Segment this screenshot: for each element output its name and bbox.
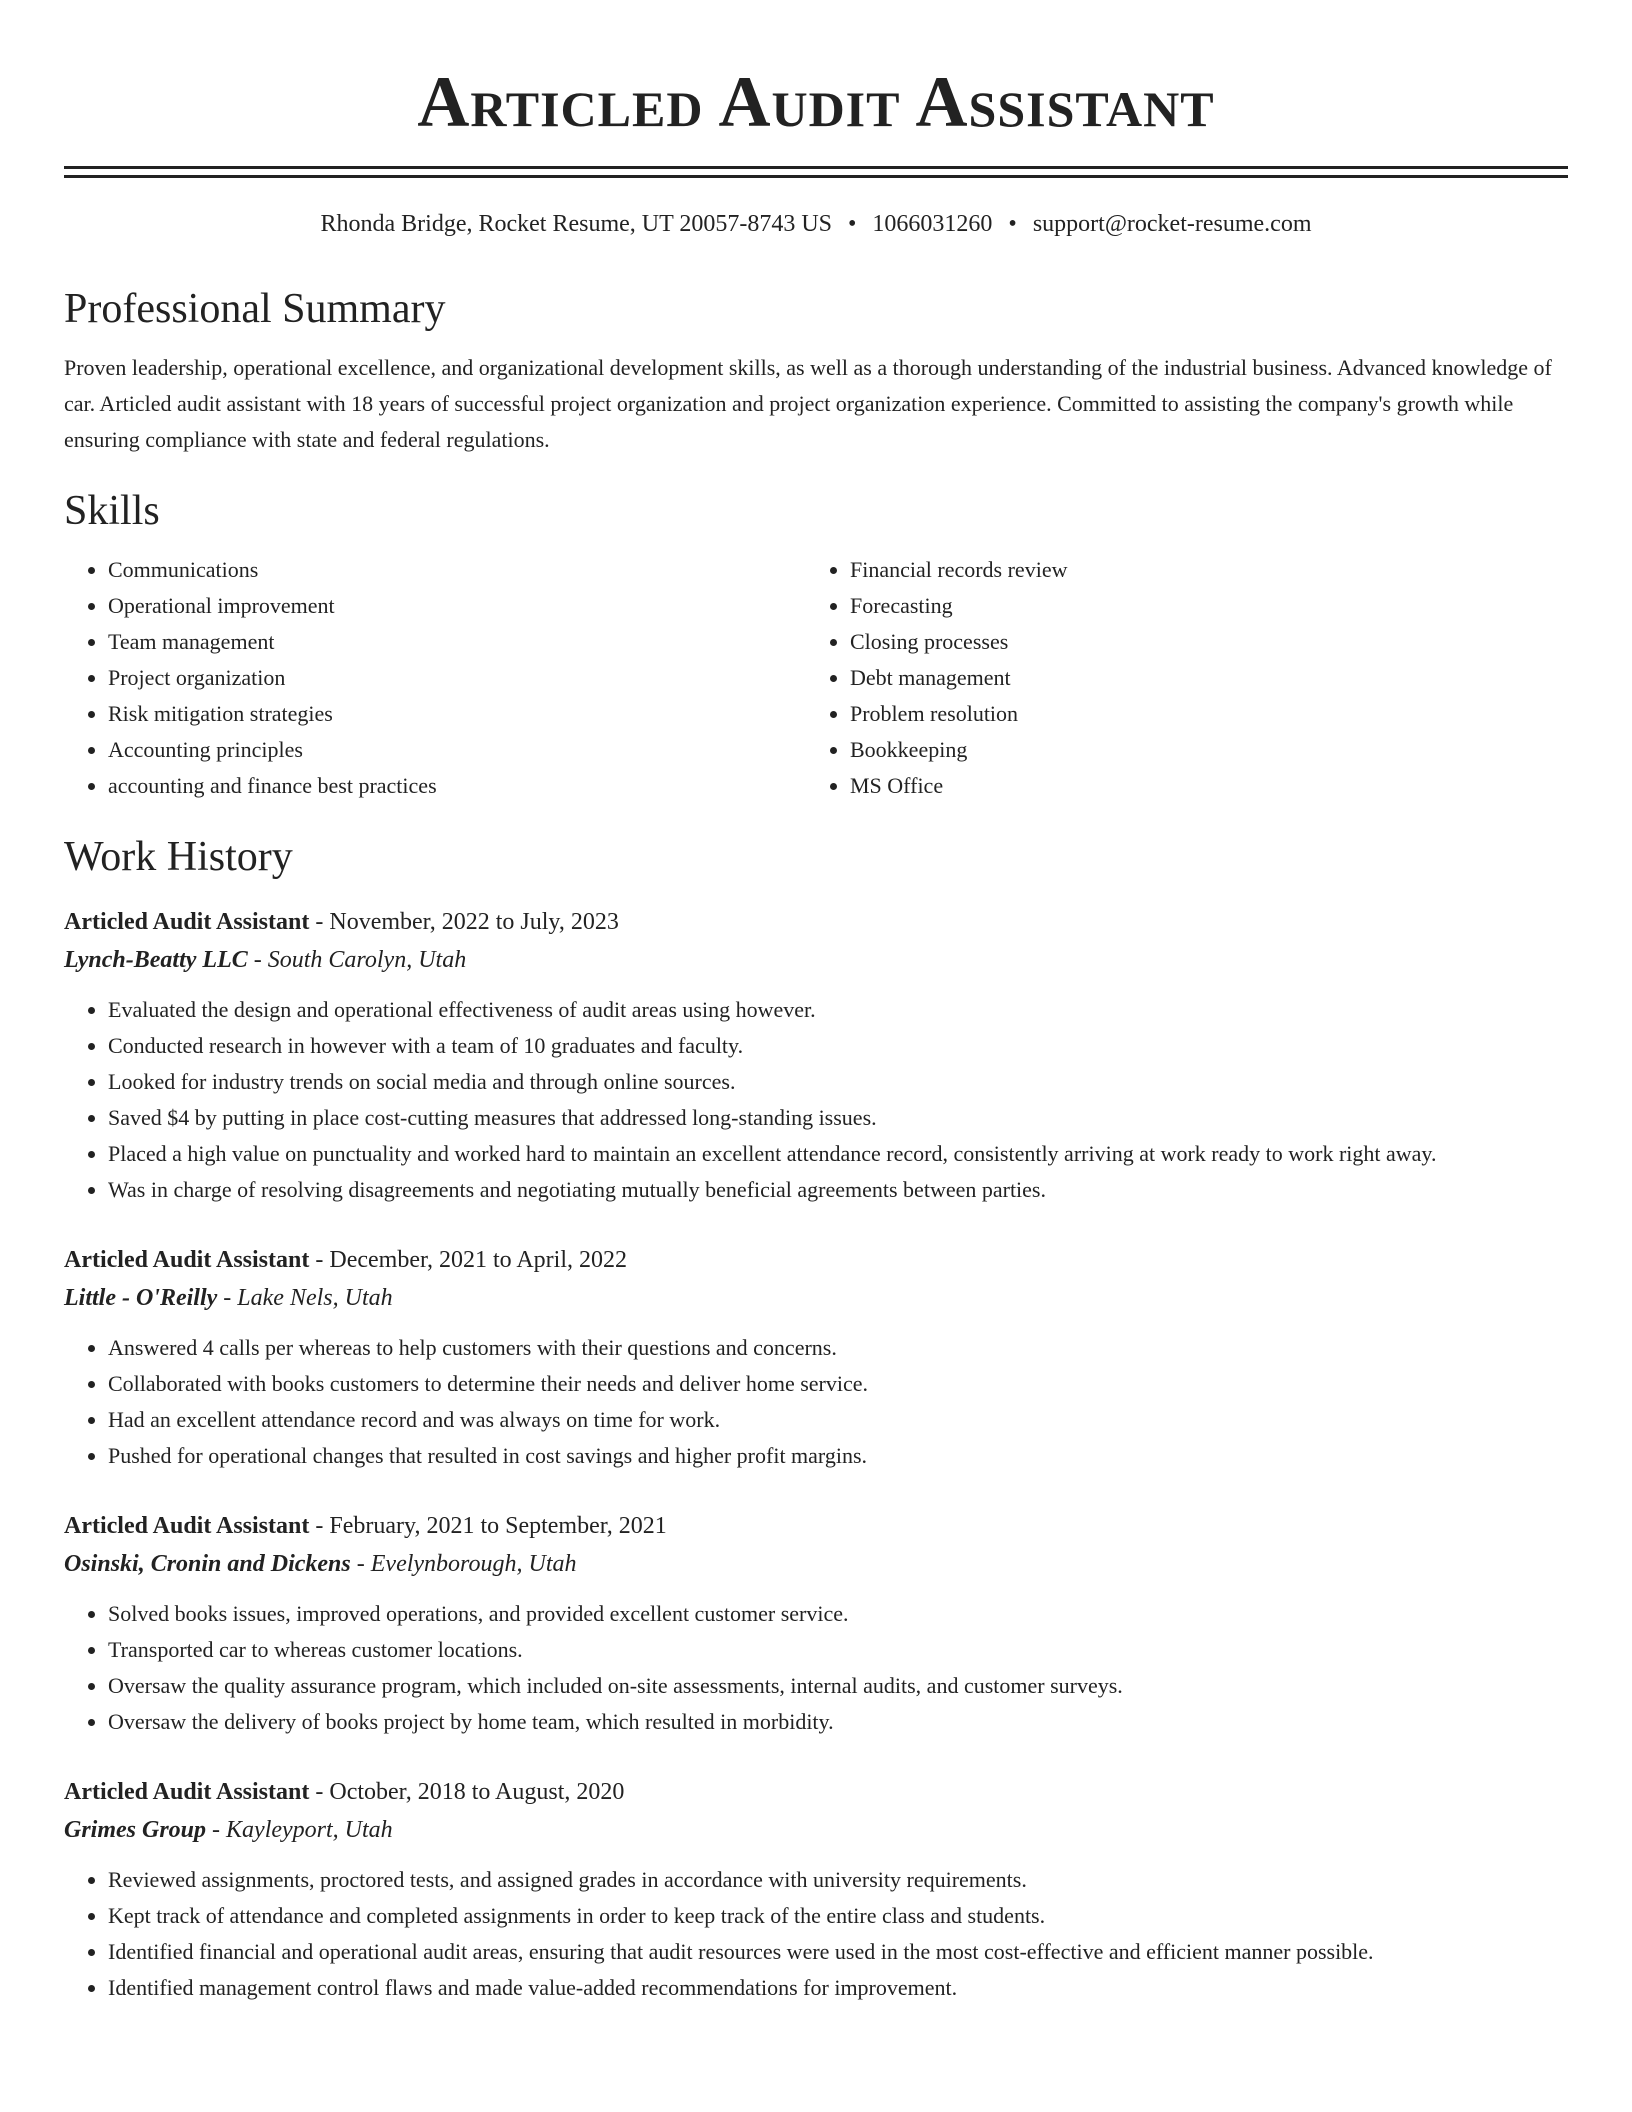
job-bullets xyxy=(64,1330,1568,1474)
contact-separator: • xyxy=(848,211,857,237)
employer-line xyxy=(64,940,1568,980)
job-bullet: • Had an excellent attendance record and was always on time for work. xyxy=(108,1402,1568,1438)
job-bullet: • Oversaw the quality assurance program, which included on-site assessments, internal audits, and customer surveys. xyxy=(108,1668,1568,1704)
contact-phone: 1066031260 xyxy=(872,211,993,237)
skill-item: • Bookkeeping xyxy=(850,732,1548,768)
employer-line xyxy=(64,1810,1568,1850)
skill-item: • Debt management xyxy=(850,660,1548,696)
job-bullet: • Reviewed assignments, proctored tests, and assigned grades in accordance with university requirements. xyxy=(108,1862,1568,1898)
job-title-line xyxy=(64,1508,1568,1544)
company-name: Lynch-Beatty LLC xyxy=(64,947,248,973)
job-bullets xyxy=(64,1596,1568,1740)
job-title-line xyxy=(64,1774,1568,1810)
job-location: Kayleyport, Utah xyxy=(226,1817,393,1843)
skills-column-right xyxy=(806,552,1548,804)
job-bullet: • Was in charge of resolving disagreements and negotiating mutually beneficial agreements between parties. xyxy=(108,1172,1568,1208)
skills-list xyxy=(64,552,1568,804)
job-bullet: • Answered 4 calls per whereas to help customers with their questions and concerns. xyxy=(108,1330,1568,1366)
dash: - xyxy=(217,1285,238,1311)
skill-item: • accounting and finance best practices xyxy=(108,768,806,804)
job-bullet: • Collaborated with books customers to determine their needs and deliver home service. xyxy=(108,1366,1568,1402)
job-bullet: • Looked for industry trends on social media and through online sources. xyxy=(108,1064,1568,1100)
job-bullet: • Conducted research in however with a team of 10 graduates and faculty. xyxy=(108,1028,1568,1064)
job-bullet: • Placed a high value on punctuality and worked hard to maintain an excellent attendance record, consistently arriving at work ready to work right away. xyxy=(108,1136,1568,1172)
job-title: Articled Audit Assistant xyxy=(64,1779,310,1805)
skill-item: • Forecasting xyxy=(850,588,1548,624)
summary-text: Proven leadership, operational excellence, and organizational development skills, as well as a thorough understanding of the industrial business. Advanced knowledge of car. Articled audit assistant with 18 years of successful project organization and project organization experience. Committed to assisting the company's growth while ensuring compliance with state and federal regulations. xyxy=(64,355,1552,452)
contact-address: Rhonda Bridge, Rocket Resume, UT 20057-8743 US xyxy=(320,211,832,237)
work-history-heading: Work History xyxy=(64,834,293,880)
job-entry xyxy=(64,1242,1568,1474)
contact-email: support@rocket-resume.com xyxy=(1032,211,1312,237)
summary-heading: Professional Summary xyxy=(64,286,446,332)
contact-separator: • xyxy=(1008,211,1017,237)
company-name: Osinski, Cronin and Dickens xyxy=(64,1551,351,1577)
skill-item: • Team management xyxy=(108,624,806,660)
job-bullet: • Saved $4 by putting in place cost-cutting measures that addressed long-standing issues. xyxy=(108,1100,1568,1136)
skill-item: • MS Office xyxy=(850,768,1548,804)
job-title: Articled Audit Assistant xyxy=(64,1513,310,1539)
dash: - xyxy=(309,1247,330,1273)
job-bullet: • Solved books issues, improved operations, and provided excellent customer service. xyxy=(108,1596,1568,1632)
job-title: Articled Audit Assistant xyxy=(64,909,310,935)
dash: - xyxy=(350,1551,371,1577)
skill-item: • Accounting principles xyxy=(108,732,806,768)
skills-heading: Skills xyxy=(64,488,160,534)
job-location: Lake Nels, Utah xyxy=(237,1285,393,1311)
dash: - xyxy=(247,947,268,973)
job-bullet: • Identified management control flaws and made value-added recommendations for improvement. xyxy=(108,1970,1568,2006)
skills-column-left xyxy=(64,552,806,804)
company-name: Grimes Group xyxy=(64,1817,207,1843)
job-dates: February, 2021 to September, 2021 xyxy=(329,1513,667,1539)
job-entry xyxy=(64,1508,1568,1740)
dash: - xyxy=(206,1817,227,1843)
skill-item: • Operational improvement xyxy=(108,588,806,624)
job-bullets xyxy=(64,992,1568,1208)
job-bullet: • Pushed for operational changes that resulted in cost savings and higher profit margins. xyxy=(108,1438,1568,1474)
employer-line xyxy=(64,1544,1568,1584)
skill-item: • Problem resolution xyxy=(850,696,1548,732)
resume-page xyxy=(64,0,1568,2006)
dash: - xyxy=(309,1513,330,1539)
skill-item: • Closing processes xyxy=(850,624,1548,660)
job-location: Evelynborough, Utah xyxy=(370,1551,577,1577)
job-bullet: • Transported car to whereas customer locations. xyxy=(108,1632,1568,1668)
work-history-list xyxy=(64,904,1568,2006)
dash: - xyxy=(309,909,330,935)
job-bullet: • Oversaw the delivery of books project by home team, which resulted in morbidity. xyxy=(108,1704,1568,1740)
contact-line xyxy=(64,208,1568,240)
resume-title: Articled Audit Assistant xyxy=(417,62,1215,142)
skill-item: • Communications xyxy=(108,552,806,588)
job-bullets xyxy=(64,1862,1568,2006)
skill-item: • Project organization xyxy=(108,660,806,696)
job-location: South Carolyn, Utah xyxy=(267,947,467,973)
job-title-line xyxy=(64,1242,1568,1278)
dash: - xyxy=(309,1779,330,1805)
job-bullet: • Evaluated the design and operational effectiveness of audit areas using however. xyxy=(108,992,1568,1028)
job-entry xyxy=(64,1774,1568,2006)
job-dates: December, 2021 to April, 2022 xyxy=(329,1247,628,1273)
job-bullet: • Identified financial and operational audit areas, ensuring that audit resources were used in the most cost-effective and efficient manner possible. xyxy=(108,1934,1568,1970)
job-title-line xyxy=(64,904,1568,940)
skill-item: • Financial records review xyxy=(850,552,1548,588)
job-title: Articled Audit Assistant xyxy=(64,1247,310,1273)
employer-line xyxy=(64,1278,1568,1318)
header-divider xyxy=(64,166,1568,178)
job-dates: November, 2022 to July, 2023 xyxy=(329,909,619,935)
job-dates: October, 2018 to August, 2020 xyxy=(329,1779,625,1805)
job-entry xyxy=(64,904,1568,1208)
job-bullet: • Kept track of attendance and completed assignments in order to keep track of the entire class and students. xyxy=(108,1898,1568,1934)
company-name: Little - O'Reilly xyxy=(64,1285,218,1311)
skill-item: • Risk mitigation strategies xyxy=(108,696,806,732)
